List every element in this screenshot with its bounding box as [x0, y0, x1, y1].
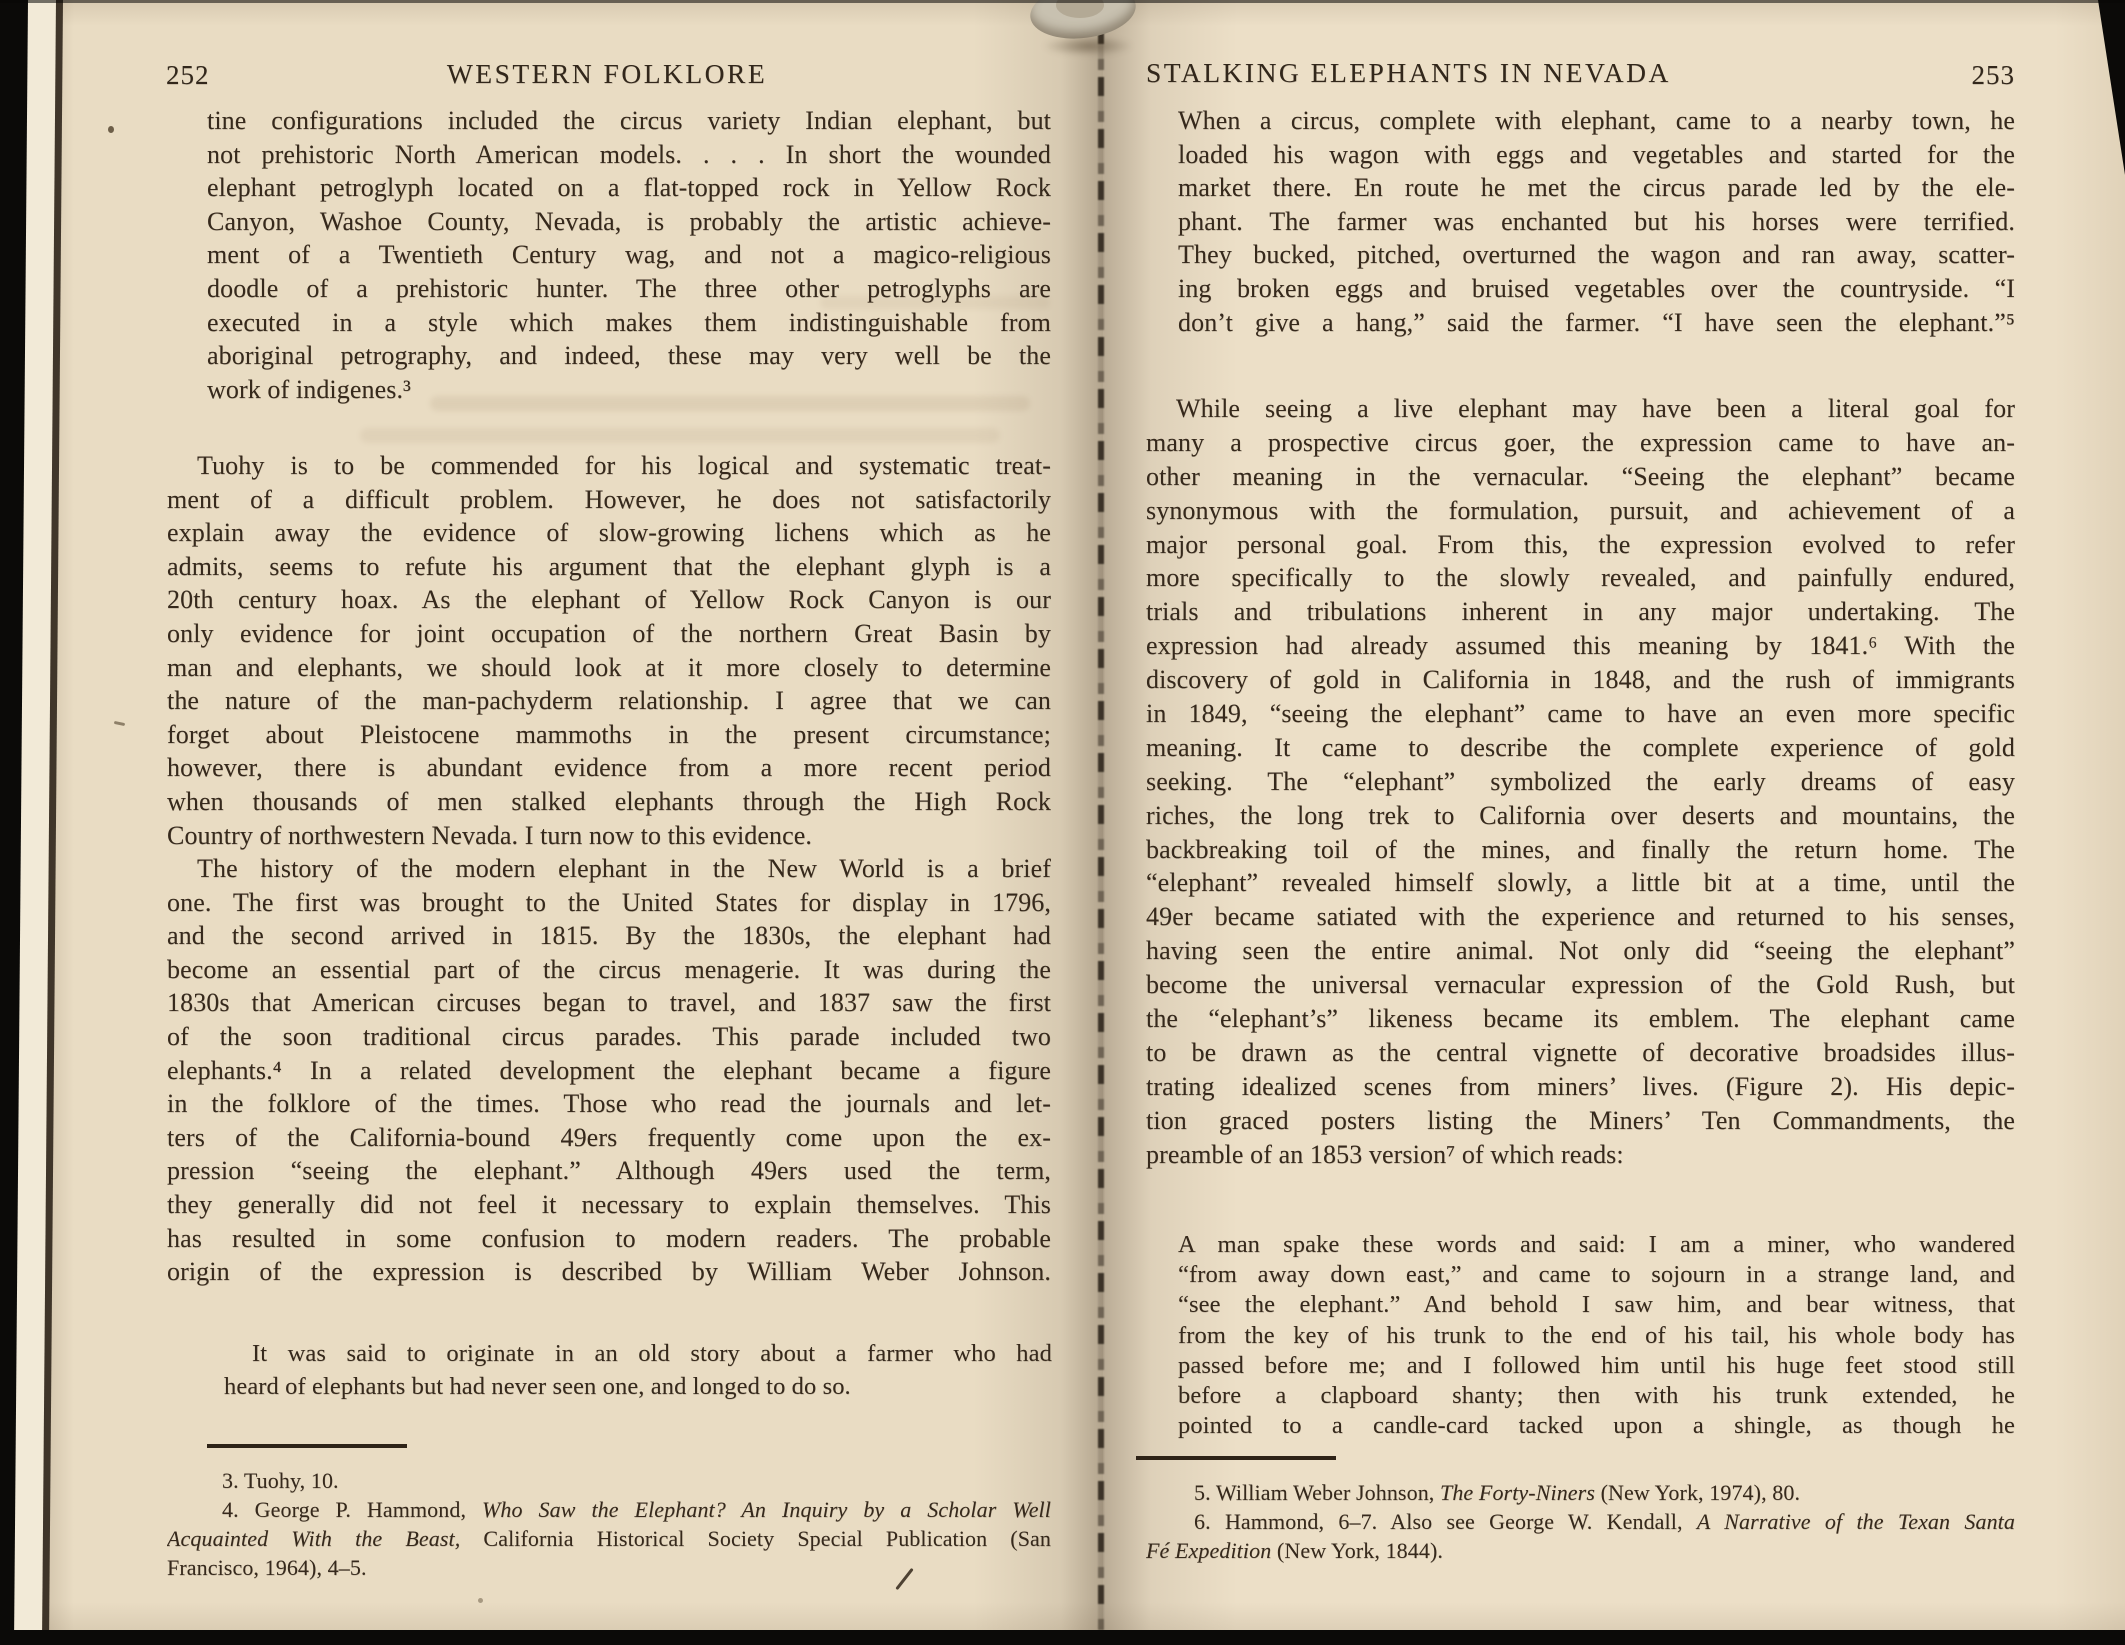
text-line: seeking. The “elephant” symbolized the early dreams of easy — [1146, 766, 2015, 796]
text-line: tine configurations included the circus variety Indian elephant, but — [207, 106, 1051, 135]
text-line: pointed to a candle-card tacked upon a shingle, as though he — [1178, 1412, 2015, 1440]
text-line: The history of the modern elephant in the New World is a brief — [197, 854, 1051, 883]
text-line: backbreaking toil of the mines, and finally the return home. The — [1146, 834, 2015, 864]
text-line: they generally did not feel it necessary to explain themselves. This — [167, 1189, 1051, 1219]
text-line: Canyon, Washoe County, Nevada, is probably the artistic achieve- — [207, 206, 1051, 236]
text-line: ing broken eggs and bruised vegetables over the countryside. “I — [1178, 273, 2015, 303]
text-line: the “elephant’s” likeness became its emblem. The elephant came — [1146, 1004, 2015, 1034]
left-page-number: 252 — [166, 60, 210, 90]
text-line: expression had already assumed this meaning by 1841.⁶ With the — [1146, 631, 2015, 661]
left-paragraph-history — [167, 852, 1051, 1289]
text-line: Country of northwestern Nevada. I turn now to this evidence. — [167, 820, 813, 850]
text-line: admits, seems to refute his argument that the elephant glyph is a — [167, 551, 1051, 581]
right-footnote-rule — [1136, 1456, 1336, 1460]
text-line: meaning. It came to describe the complete experience of gold — [1146, 732, 2015, 762]
text-line: 49er became satiated with the experience and returned to his senses, — [1146, 902, 2015, 932]
left-footnote-rule — [207, 1444, 407, 1448]
text-line: from the key of his trunk to the end of his tail, his whole body has — [1178, 1321, 2015, 1349]
text-line: tion graced posters listing the Miners’ Ten Commandments, the — [1146, 1105, 2015, 1135]
text-line: market there. En route he met the circus parade led by the ele- — [1178, 173, 2015, 203]
text-line: ment of a difficult problem. However, he does not satisfactorily — [167, 484, 1051, 514]
text-line: only evidence for joint occupation of the northern Great Basin by — [167, 618, 1051, 648]
text-line: Tuohy is to be commended for his logical and systematic treat- — [197, 451, 1051, 480]
text-line: not prehistoric North American models. . . . In short the wounded — [207, 139, 1051, 169]
left-footnote-4 — [167, 1495, 1051, 1583]
text-line: ters of the California-bound 49ers frequently come upon the ex- — [167, 1122, 1051, 1152]
text-line: doodle of a prehistoric hunter. The three other petroglyphs are — [207, 273, 1051, 303]
text-line: trials and tribulations inherent in any major undertaking. The — [1146, 597, 2015, 627]
text-line: before a clapboard shanty; then with his trunk extended, he — [1178, 1381, 2015, 1409]
text-line: executed in a style which makes them indistinguishable from — [207, 307, 1051, 337]
text-line: “from away down east,” and came to sojourn in a strange land, and — [1178, 1261, 2015, 1289]
text-line: in the folklore of the times. Those who read the journals and let- — [167, 1089, 1051, 1119]
binding-gutter — [1098, 18, 1104, 1632]
right-running-head: STALKING ELEPHANTS IN NEVADA — [1146, 57, 1671, 88]
text-line: other meaning in the vernacular. “Seeing the elephant” became — [1146, 461, 2015, 491]
text-line: become an essential part of the circus menagerie. It was during the — [167, 954, 1051, 984]
text-line: forget about Pleistocene mammoths in the present circumstance; — [167, 719, 1051, 749]
text-line: of the soon traditional circus parades. This parade included two — [167, 1021, 1051, 1051]
left-footnote-3 — [167, 1466, 1051, 1495]
text-line: 5. William Weber Johnson, The Forty-Niners (New York, 1974), 80. — [1194, 1480, 1801, 1505]
right-blockquote-miner — [1178, 1230, 2015, 1441]
bleed-through-smudge — [360, 428, 1000, 443]
text-line: explain away the evidence of slow-growing lichens which as he — [167, 518, 1051, 548]
text-line: however, there is abundant evidence from a more recent period — [167, 753, 1051, 783]
left-blockquote-farmer — [224, 1338, 1052, 1403]
text-line: more specifically to the slowly revealed, and painfully endured, — [1146, 563, 2015, 593]
text-line: the nature of the man-pachyderm relationship. I agree that we can — [167, 686, 1051, 716]
torn-notch-shadow — [1042, 36, 1134, 56]
text-line: become the universal vernacular expression of the Gold Rush, but — [1146, 970, 2015, 1000]
text-line: in 1849, “seeing the elephant” came to have an even more specific — [1146, 699, 2015, 729]
text-line: elephants.⁴ In a related development the elephant became a figure — [167, 1055, 1051, 1085]
text-line: work of indigenes.³ — [207, 374, 411, 404]
text-line: When a circus, complete with elephant, came to a nearby town, he — [1178, 106, 2015, 135]
text-line: many a prospective circus goer, the expression came to have an- — [1146, 427, 2015, 457]
text-line: preamble of an 1853 version⁷ of which reads: — [1146, 1139, 1624, 1169]
text-line: Francisco, 1964), 4–5. — [167, 1555, 367, 1581]
text-line: 3. Tuohy, 10. — [222, 1468, 339, 1493]
scan-border-bottom — [0, 1630, 2125, 1645]
text-line: elephant petroglyph located on a flat-topped rock in Yellow Rock — [207, 173, 1051, 203]
right-footnote-5 — [1146, 1478, 2015, 1507]
text-line: don’t give a hang,” said the farmer. “I have seen the elephant.”⁵ — [1178, 307, 2015, 337]
right-paragraph-seeing-elephant — [1146, 392, 2015, 1171]
text-line: riches, the long trek to California over deserts and mountains, the — [1146, 800, 2015, 830]
text-line: and the second arrived in 1815. By the 1830s, the elephant had — [167, 921, 1051, 951]
text-line: has resulted in some confusion to modern readers. The probable — [167, 1223, 1051, 1253]
text-line: to be drawn as the central vignette of decorative broadsides illus- — [1146, 1037, 2015, 1067]
text-line: having seen the entire animal. Not only did “seeing the elephant” — [1146, 936, 2015, 966]
text-line: “elephant” revealed himself slowly, a little bit at a time, until the — [1146, 868, 2015, 898]
text-line: when thousands of men stalked elephants through the High Rock — [167, 786, 1051, 816]
text-line: trating idealized scenes from miners’ lives. (Figure 2). His depic- — [1146, 1071, 2015, 1101]
text-line: “see the elephant.” And behold I saw him, and bear witness, that — [1178, 1291, 2015, 1319]
text-line: man and elephants, we should look at it more closely to determine — [167, 652, 1051, 682]
text-line: discovery of gold in California in 1848, and the rush of immigrants — [1146, 665, 2015, 695]
right-page-number: 253 — [1971, 60, 2015, 90]
text-line: They bucked, pitched, overturned the wagon and ran away, scatter- — [1178, 240, 2015, 270]
text-line: While seeing a live elephant may have been a literal goal for — [1176, 394, 2015, 423]
left-quote-continuation — [207, 104, 1051, 406]
right-quote-continuation — [1178, 104, 2015, 339]
text-line: origin of the expression is described by William Weber Johnson. — [167, 1257, 1051, 1287]
text-line: loaded his wagon with eggs and vegetables and started for the — [1178, 139, 2015, 169]
text-line: passed before me; and I followed him until his huge feet stood still — [1178, 1351, 2015, 1379]
text-line: ment of a Twentieth Century wag, and not a magico-religious — [207, 240, 1051, 270]
text-line: heard of elephants but had never seen one, and longed to do so. — [224, 1372, 851, 1400]
text-line: 4. George P. Hammond, Who Saw the Elephant? An Inquiry by a Scholar Well — [222, 1497, 1051, 1522]
text-line: synonymous with the formulation, pursuit, and achievement of a — [1146, 495, 2015, 525]
text-line: 20th century hoax. As the elephant of Yellow Rock Canyon is our — [167, 585, 1051, 615]
text-line: one. The first was brought to the United States for display in 1796, — [167, 887, 1051, 917]
paper-speck — [478, 1598, 483, 1603]
paper-speck — [108, 126, 114, 133]
text-line: aboriginal petrography, and indeed, these may very well be the — [207, 341, 1051, 371]
left-running-head: WESTERN FOLKLORE — [446, 58, 768, 89]
text-line: Fé Expedition (New York, 1844). — [1146, 1538, 1444, 1564]
text-line: pression “seeing the elephant.” Although 49ers used the term, — [167, 1156, 1051, 1186]
text-line: major personal goal. From this, the expression evolved to refer — [1146, 529, 2015, 559]
left-paragraph-tuohy — [167, 449, 1051, 852]
scan-border-top — [0, 0, 2125, 3]
text-line: A man spake these words and said: I am a miner, who wandered — [1178, 1231, 2015, 1258]
right-footnote-6 — [1146, 1507, 2015, 1565]
text-line: 1830s that American circuses began to travel, and 1837 saw the first — [167, 988, 1051, 1018]
text-line: Acquainted With the Beast, California Historical Society Special Publication (San — [167, 1526, 1051, 1552]
text-line: phant. The farmer was enchanted but his horses were terrified. — [1178, 206, 2015, 236]
text-line: 6. Hammond, 6–7. Also see George W. Kendall, A Narrative of the Texan Santa — [1194, 1509, 2015, 1534]
text-line: It was said to originate in an old story about a farmer who had — [252, 1340, 1052, 1367]
